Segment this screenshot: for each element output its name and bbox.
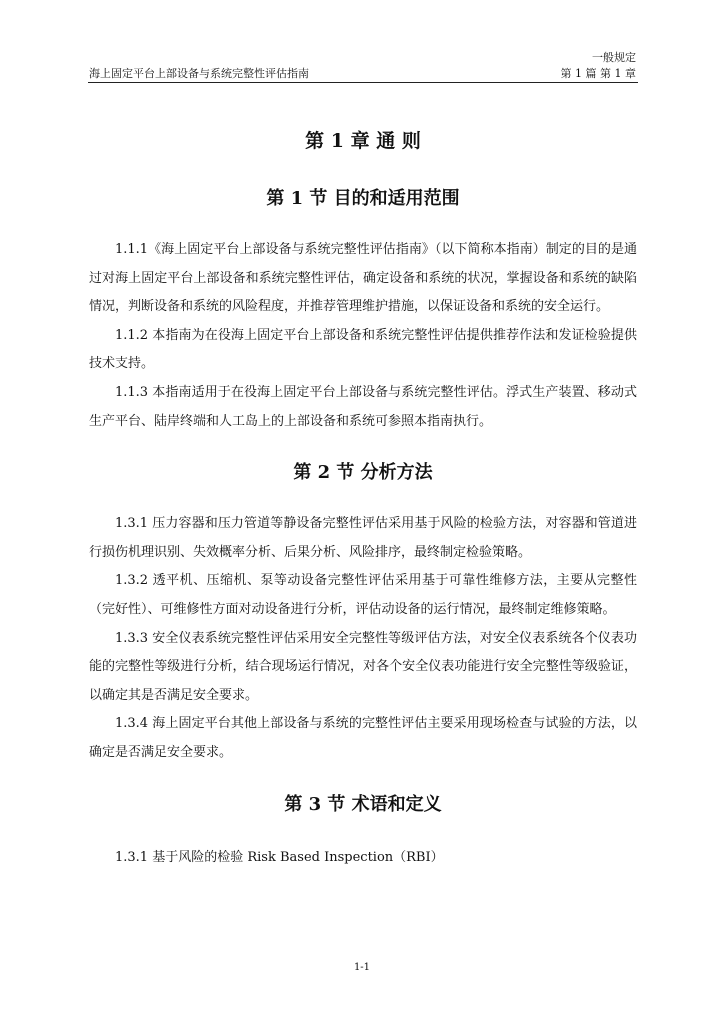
header-category: 一般规定 <box>592 51 636 64</box>
paragraph-3-1-3-1: 1.3.1 基于风险的检验 Risk Based Inspection（RBI） <box>115 849 444 865</box>
header-document-title: 海上固定平台上部设备与系统完整性评估指南 <box>89 67 309 80</box>
section-2-title: 第 2 节 分析方法 <box>293 462 433 484</box>
chapter-title: 第 1 章 通 则 <box>305 130 421 152</box>
paragraph-1-3-4: 1.3.4 海上固定平台其他上部设备与系统的完整性评估主要采用现场检查与试验的方法，以确定是否满足安全要求。 <box>89 716 637 760</box>
paragraph-1-3-2: 1.3.2 透平机、压缩机、泵等动设备完整性评估采用基于可靠性维修方法，主要从完整性（完好性）、可维修性方面对动设备进行分析，评估动设备的运行情况，最终制定维修策略。 <box>89 573 637 617</box>
header-part-chapter: 第 1 篇 第 1 章 <box>560 67 636 80</box>
section-1-title: 第 1 节 目的和适用范围 <box>266 188 460 209</box>
document-body <box>89 128 637 872</box>
page-number: 1-1 <box>353 962 371 973</box>
paragraph-1-1-2: 1.1.2 本指南为在役海上固定平台上部设备和系统完整性评估提供推荐作法和发证检验提供技术支持。 <box>89 327 637 372</box>
paragraph-1-1-3: 1.1.3 本指南适用于在役海上固定平台上部设备与系统完整性评估。浮式生产装置、移动式生产平台、陆岸终端和人工岛上的上部设备和系统可参照本指南执行。 <box>89 384 637 429</box>
paragraph-1-3-1: 1.3.1 压力容器和压力管道等静设备完整性评估采用基于风险的检验方法，对容器和管道进行损伤机理识别、失效概率分析、后果分析、风险排序，最终制定检验策略。 <box>89 516 637 560</box>
section-3-title: 第 3 节 术语和定义 <box>284 793 442 815</box>
paragraph-1-1-1: 1.1.1《海上固定平台上部设备与系统完整性评估指南》（以下简称本指南）制定的目的是通过对海上固定平台上部设备和系统完整性评估，确定设备和系统的状况，掌握设备和系统的缺陷情况，判断设备和系统的风险程度，并推荐管理维护措施，以保证设备和系统的安全运行。 <box>89 242 637 315</box>
paragraph-1-3-3: 1.3.3 安全仪表系统完整性评估采用安全完整性等级评估方法，对安全仪表系统各个仪表功能的完整性等级进行分析，结合现场运行情况，对各个安全仪表功能进行安全完整性等级验证，以确定其是否满足安全要求。 <box>89 630 637 703</box>
header-rule <box>88 82 638 83</box>
